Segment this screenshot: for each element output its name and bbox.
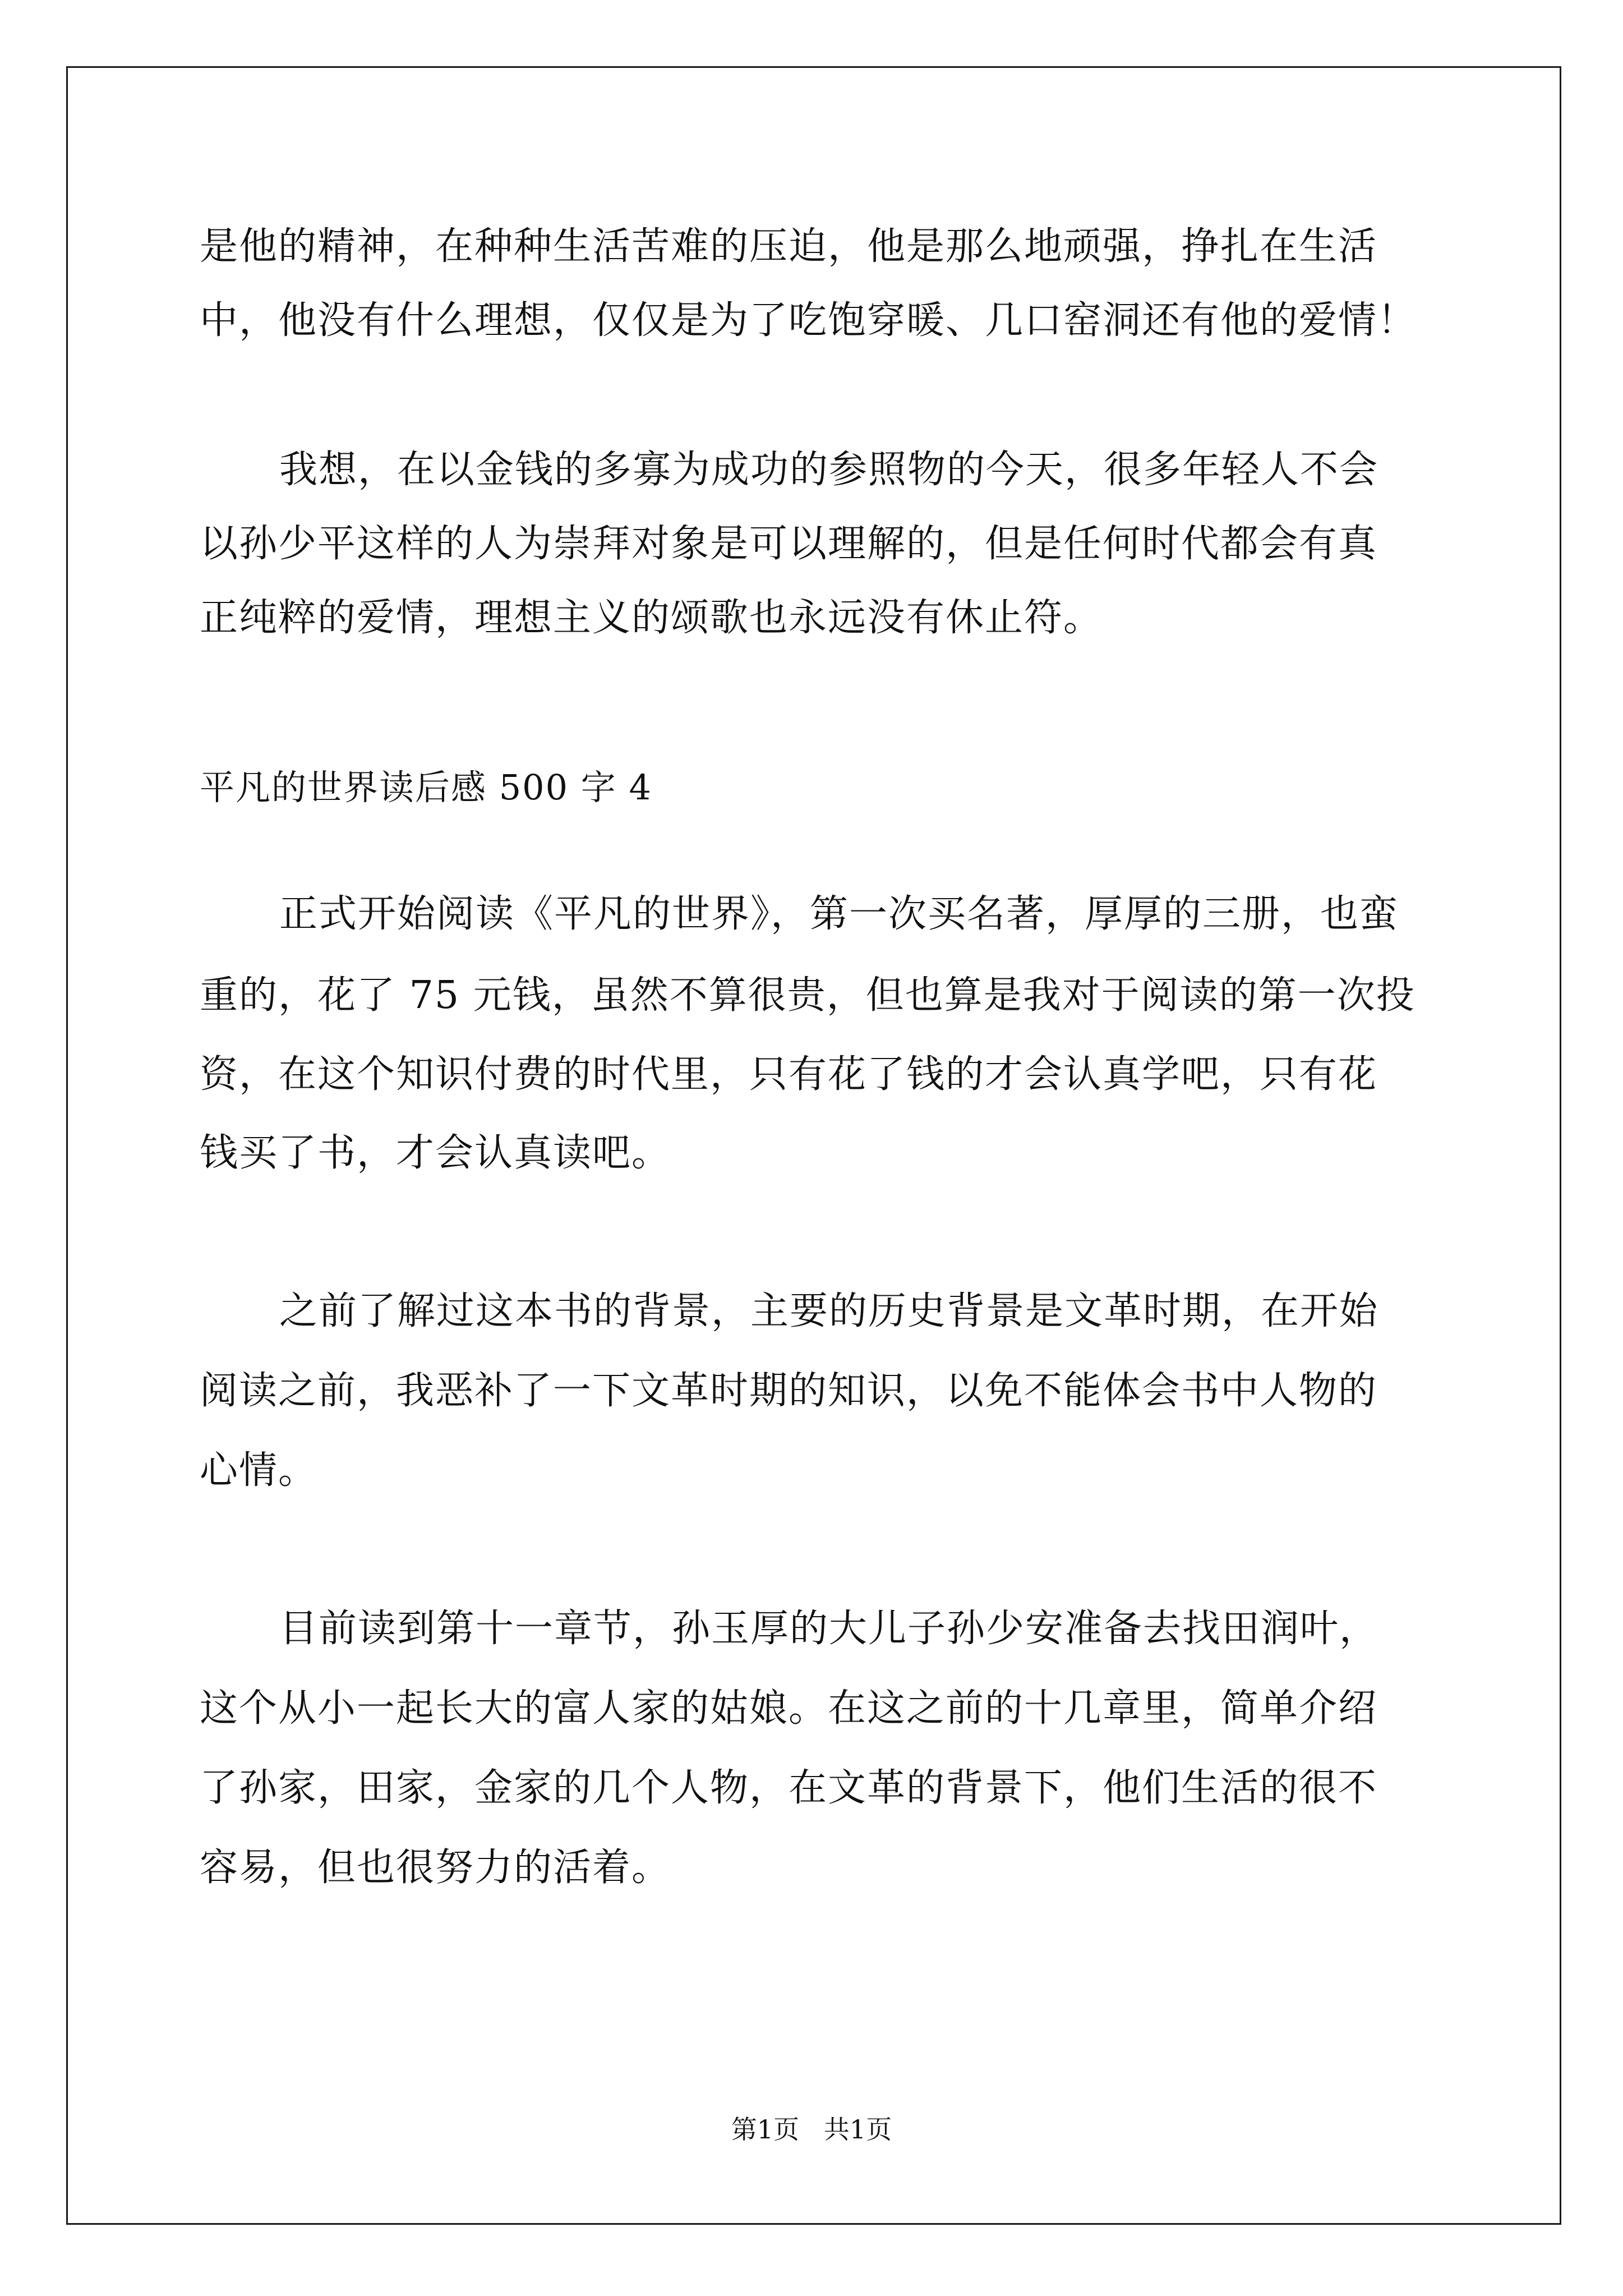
body-text-line: 阅读之前，我恶补了一下文革时期的知识，以免不能体会书中人物的 xyxy=(200,1369,1378,1413)
body-text-line: 这个从小一起长大的富人家的姑娘。在这之前的十几章里，简单介绍 xyxy=(200,1686,1378,1731)
body-text-line: 正式开始阅读《平凡的世界》，第一次买名著，厚厚的三册，也蛮 xyxy=(279,892,1399,936)
page-number-footer: 第1页 共1页 xyxy=(731,2114,892,2145)
body-text-line: 以孙少平这样的人为崇拜对象是可以理解的，但是任何时代都会有真 xyxy=(200,522,1378,566)
body-text-line: 资，在这个知识付费的时代里，只有花了钱的才会认真学吧，只有花 xyxy=(200,1052,1378,1097)
body-text-line: 之前了解过这本书的背景，主要的历史背景是文革时期，在开始 xyxy=(279,1289,1379,1333)
body-text-line: 重的，花了 75 元钱，虽然不算很贵，但也算是我对于阅读的第一次投 xyxy=(200,973,1415,1018)
body-text-line: 目前读到第十一章节，孙玉厚的大儿子孙少安准备去找田润叶， xyxy=(279,1607,1379,1651)
body-text-line: 心情。 xyxy=(200,1448,318,1493)
body-text-line: 中，他没有什么理想，仅仅是为了吃饱穿暖、几口窑洞还有他的爱情！ xyxy=(200,298,1417,343)
body-text-line: 我想，在以金钱的多寡为成功的参照物的今天，很多年轻人不会 xyxy=(279,448,1379,492)
section-heading: 平凡的世界读后感 500 字 4 xyxy=(200,767,652,808)
body-text-line: 正纯粹的爱情，理想主义的颂歌也永远没有休止符。 xyxy=(200,596,1103,640)
body-text-line: 是他的精神，在种种生活苦难的压迫，他是那么地顽强，挣扎在生活 xyxy=(200,224,1378,269)
body-text-line: 了孙家，田家，金家的几个人物，在文革的背景下，他们生活的很不 xyxy=(200,1766,1378,1810)
body-text-line: 容易，但也很努力的活着。 xyxy=(200,1846,671,1890)
body-text-line: 钱买了书，才会认真读吧。 xyxy=(200,1131,671,1175)
